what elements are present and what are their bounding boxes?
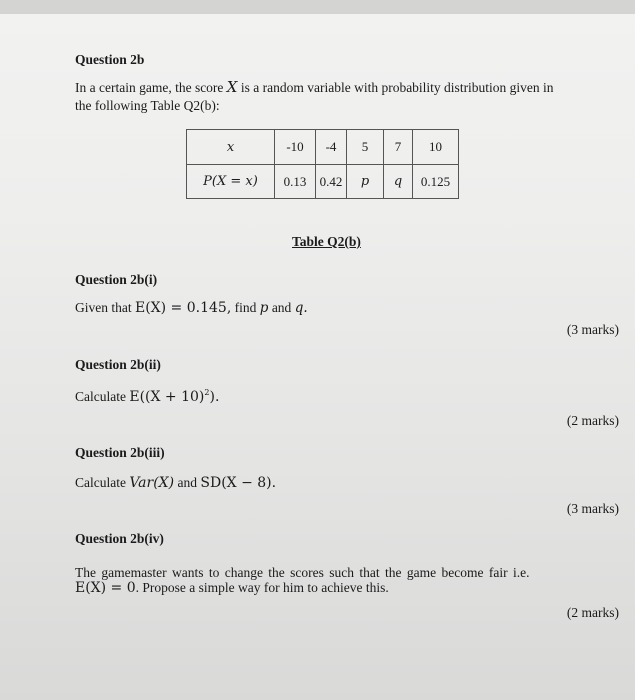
- table-row-x: [187, 130, 459, 165]
- intro-variable: X: [226, 78, 238, 96]
- table-cell: 7: [384, 130, 413, 165]
- table-cell: 0.42: [316, 165, 347, 199]
- intro-text-post: is a random variable with probability distribution given in: [240, 80, 554, 95]
- table-cell: 5: [347, 130, 384, 165]
- table-header-x: x: [187, 130, 275, 165]
- part-iv-text: . Propose a simple way for him to achieve this.: [135, 580, 389, 595]
- part-ii-marks: (2 marks): [566, 413, 619, 428]
- part-ii-formula-exponent: 2: [204, 388, 210, 397]
- part-i-title: Question 2b(i): [75, 272, 158, 287]
- table-cell: 0.13: [275, 165, 316, 199]
- table-cell: 10: [413, 130, 459, 165]
- table-row-prob: [187, 165, 459, 199]
- table-cell: -10: [275, 130, 316, 165]
- part-iii-text-and: and: [177, 475, 197, 490]
- page-top-shadow: [0, 0, 635, 14]
- part-iv-title: Question 2b(iv): [75, 531, 164, 546]
- part-i-text-pre: Given that: [75, 300, 132, 315]
- part-i-marks: (3 marks): [566, 322, 619, 337]
- part-iv-line-2: [75, 580, 389, 596]
- part-ii-text-pre: Calculate: [75, 389, 126, 404]
- part-i-text-mid: find: [234, 300, 257, 315]
- part-ii-formula-main: E((X + 10): [129, 389, 205, 405]
- part-ii-formula-end: ).: [209, 389, 220, 405]
- distribution-table: [186, 129, 459, 199]
- part-i-text: [75, 300, 308, 316]
- part-iv-line-1: The gamemaster wants to change the scores such that the game become fair i.e.: [75, 565, 530, 580]
- part-iii-text: [75, 475, 276, 491]
- intro-line-2: the following Table Q2(b):: [75, 98, 220, 113]
- table-cell: 0.125: [413, 165, 459, 199]
- intro-line-1: [75, 78, 554, 96]
- table-caption: Table Q2(b): [292, 234, 361, 249]
- part-iv-marks: (2 marks): [566, 605, 619, 620]
- part-i-var-q: q.: [294, 300, 308, 316]
- table-cell: p: [347, 165, 384, 199]
- part-iii-formula-sd: SD(X − 8).: [200, 475, 277, 491]
- part-iii-formula-var: Var(X): [129, 475, 175, 491]
- part-ii-text: [75, 388, 219, 405]
- part-ii-formula: [129, 389, 219, 405]
- part-i-var-p: p: [259, 300, 269, 316]
- part-iii-text-pre: Calculate: [75, 475, 126, 490]
- question-title: Question 2b: [75, 52, 145, 67]
- part-iii-marks: (3 marks): [566, 501, 619, 516]
- part-ii-title: Question 2b(ii): [75, 357, 161, 372]
- intro-text-pre: In a certain game, the score: [75, 80, 224, 95]
- table-cell: -4: [316, 130, 347, 165]
- table-header-prob: P(X = x): [187, 165, 275, 199]
- part-iv-formula: E(X) = 0: [75, 580, 136, 596]
- part-iii-title: Question 2b(iii): [75, 445, 165, 460]
- part-i-formula: E(X) = 0.145,: [135, 300, 232, 316]
- part-i-text-and: and: [271, 300, 292, 315]
- table-cell: q: [384, 165, 413, 199]
